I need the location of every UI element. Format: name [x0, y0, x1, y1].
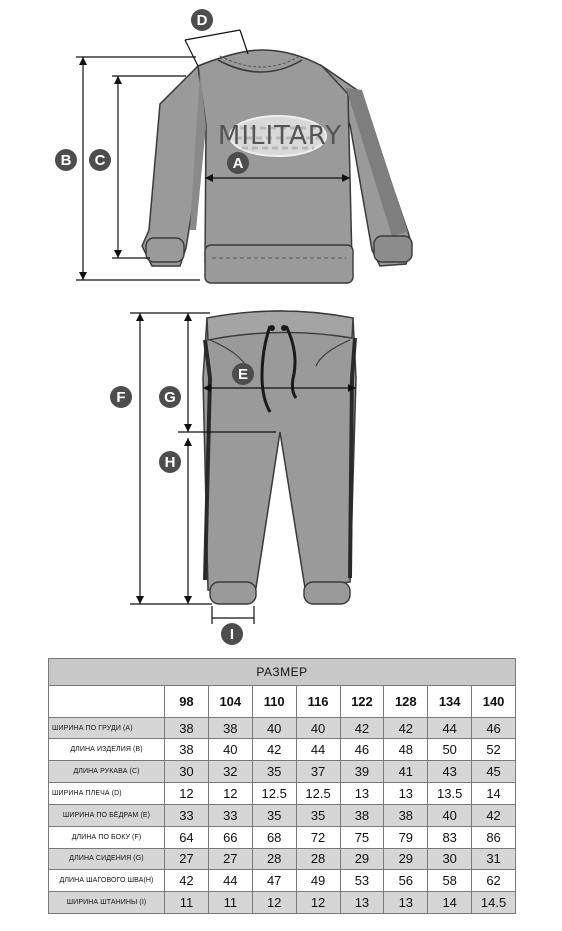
measurement-name: ДЛИНА ИЗДЕЛИЯ (B) [49, 739, 165, 761]
measurement-name: ШИРИНА ШТАНИНЫ (I) [49, 892, 165, 914]
size-140: 140 [472, 686, 516, 718]
table-row [49, 739, 516, 761]
marker-c-label: C [94, 152, 106, 169]
measurement-value: 44 [208, 870, 252, 892]
marker-e [232, 363, 254, 385]
measurement-value: 12 [252, 892, 296, 914]
measurement-value: 38 [340, 804, 384, 826]
measurement-name: ДЛИНА ПО БОКУ (F) [49, 826, 165, 848]
measurement-value: 33 [165, 804, 209, 826]
measurement-value: 46 [472, 717, 516, 739]
measurement-value: 72 [296, 826, 340, 848]
table-row [49, 848, 516, 870]
measurement-value: 52 [472, 739, 516, 761]
measurement-value: 13 [384, 892, 428, 914]
size-values-row [49, 686, 516, 718]
measurement-value: 35 [252, 804, 296, 826]
size-98: 98 [165, 686, 209, 718]
measurement-name: ДЛИНА РУКАВА (C) [49, 761, 165, 783]
table-row [49, 870, 516, 892]
measurement-value: 64 [165, 826, 209, 848]
measurement-value: 45 [472, 761, 516, 783]
size-122: 122 [340, 686, 384, 718]
measurement-value: 39 [340, 761, 384, 783]
measurement-value: 47 [252, 870, 296, 892]
measurement-value: 29 [384, 848, 428, 870]
marker-i-label: I [229, 626, 235, 643]
measurement-value: 68 [252, 826, 296, 848]
measurement-value: 42 [384, 717, 428, 739]
measurement-value: 31 [472, 848, 516, 870]
measurement-value: 49 [296, 870, 340, 892]
size-row-corner [49, 686, 165, 718]
table-row [49, 826, 516, 848]
measurement-name: ШИРИНА ПЛЕЧА (D) [49, 783, 165, 805]
measurement-value: 42 [340, 717, 384, 739]
measurement-value: 14 [428, 892, 472, 914]
measurement-value: 28 [252, 848, 296, 870]
measurement-value: 14 [472, 783, 516, 805]
sweatshirt-illustration [142, 50, 412, 283]
measurement-value: 14.5 [472, 892, 516, 914]
size-header: РАЗМЕР [49, 659, 516, 686]
size-134: 134 [428, 686, 472, 718]
marker-d [191, 9, 213, 31]
marker-e-label: E [237, 366, 249, 383]
table-row [49, 804, 516, 826]
measurement-value: 38 [208, 717, 252, 739]
measurement-value: 40 [296, 717, 340, 739]
table-row [49, 761, 516, 783]
marker-d-label: D [196, 12, 208, 29]
measurement-value: 12.5 [252, 783, 296, 805]
marker-a-label: A [232, 155, 244, 172]
measurement-value: 33 [208, 804, 252, 826]
measurement-value: 13 [384, 783, 428, 805]
measurement-value: 40 [208, 739, 252, 761]
measurement-value: 41 [384, 761, 428, 783]
measurement-value: 30 [165, 761, 209, 783]
measurement-value: 11 [165, 892, 209, 914]
marker-a [227, 152, 249, 174]
pants-illustration [203, 311, 356, 604]
measurement-value: 66 [208, 826, 252, 848]
marker-g-label: G [164, 389, 176, 406]
measurement-name: ДЛИНА ШАГОВОГО ШВА(H) [49, 870, 165, 892]
measurement-value: 42 [165, 870, 209, 892]
measurement-value: 38 [165, 717, 209, 739]
measurement-value: 44 [428, 717, 472, 739]
measurement-value: 13 [340, 892, 384, 914]
size-128: 128 [384, 686, 428, 718]
measurement-value: 13.5 [428, 783, 472, 805]
measurement-value: 28 [296, 848, 340, 870]
measurement-value: 35 [252, 761, 296, 783]
measurement-value: 86 [472, 826, 516, 848]
measurement-value: 40 [252, 717, 296, 739]
measurement-value: 42 [252, 739, 296, 761]
measurement-name: ШИРИНА ПО ГРУДИ (A) [49, 717, 165, 739]
measurement-value: 43 [428, 761, 472, 783]
measurement-value: 35 [296, 804, 340, 826]
measurement-name: ШИРИНА ПО БЁДРАМ (E) [49, 804, 165, 826]
measurement-value: 27 [208, 848, 252, 870]
measurement-value: 83 [428, 826, 472, 848]
measurement-value: 12 [296, 892, 340, 914]
marker-g [159, 386, 181, 408]
size-header-row [49, 659, 516, 686]
marker-f-label: F [116, 389, 126, 406]
measurement-value: 79 [384, 826, 428, 848]
measurement-value: 48 [384, 739, 428, 761]
table-row [49, 783, 516, 805]
measurement-value: 12 [208, 783, 252, 805]
military-print-text: MILITARY [217, 121, 343, 151]
table-row [49, 892, 516, 914]
marker-b [55, 149, 77, 171]
measurement-value: 12 [165, 783, 209, 805]
measurement-value: 30 [428, 848, 472, 870]
marker-i [221, 623, 243, 645]
measurement-value: 38 [384, 804, 428, 826]
measurement-value: 11 [208, 892, 252, 914]
measurement-value: 29 [340, 848, 384, 870]
marker-f [110, 386, 132, 408]
marker-b-label: B [60, 152, 72, 169]
table-row [49, 717, 516, 739]
measurement-name: ДЛИНА СИДЕНИЯ (G) [49, 848, 165, 870]
size-104: 104 [208, 686, 252, 718]
measurement-value: 44 [296, 739, 340, 761]
measurement-value: 40 [428, 804, 472, 826]
measurement-value: 53 [340, 870, 384, 892]
size-116: 116 [296, 686, 340, 718]
measurement-value: 42 [472, 804, 516, 826]
measurement-value: 38 [165, 739, 209, 761]
marker-c [89, 149, 111, 171]
measurement-value: 37 [296, 761, 340, 783]
measurement-value: 13 [340, 783, 384, 805]
measurement-value: 56 [384, 870, 428, 892]
measurement-value: 50 [428, 739, 472, 761]
size-chart-table [48, 658, 516, 914]
measurement-value: 12.5 [296, 783, 340, 805]
measurement-value: 27 [165, 848, 209, 870]
measurement-value: 62 [472, 870, 516, 892]
measurement-value: 46 [340, 739, 384, 761]
marker-h [159, 451, 181, 473]
measurement-rows [49, 717, 516, 913]
measurement-value: 75 [340, 826, 384, 848]
size-110: 110 [252, 686, 296, 718]
measurement-value: 32 [208, 761, 252, 783]
measurement-value: 58 [428, 870, 472, 892]
marker-h-label: H [164, 454, 176, 471]
